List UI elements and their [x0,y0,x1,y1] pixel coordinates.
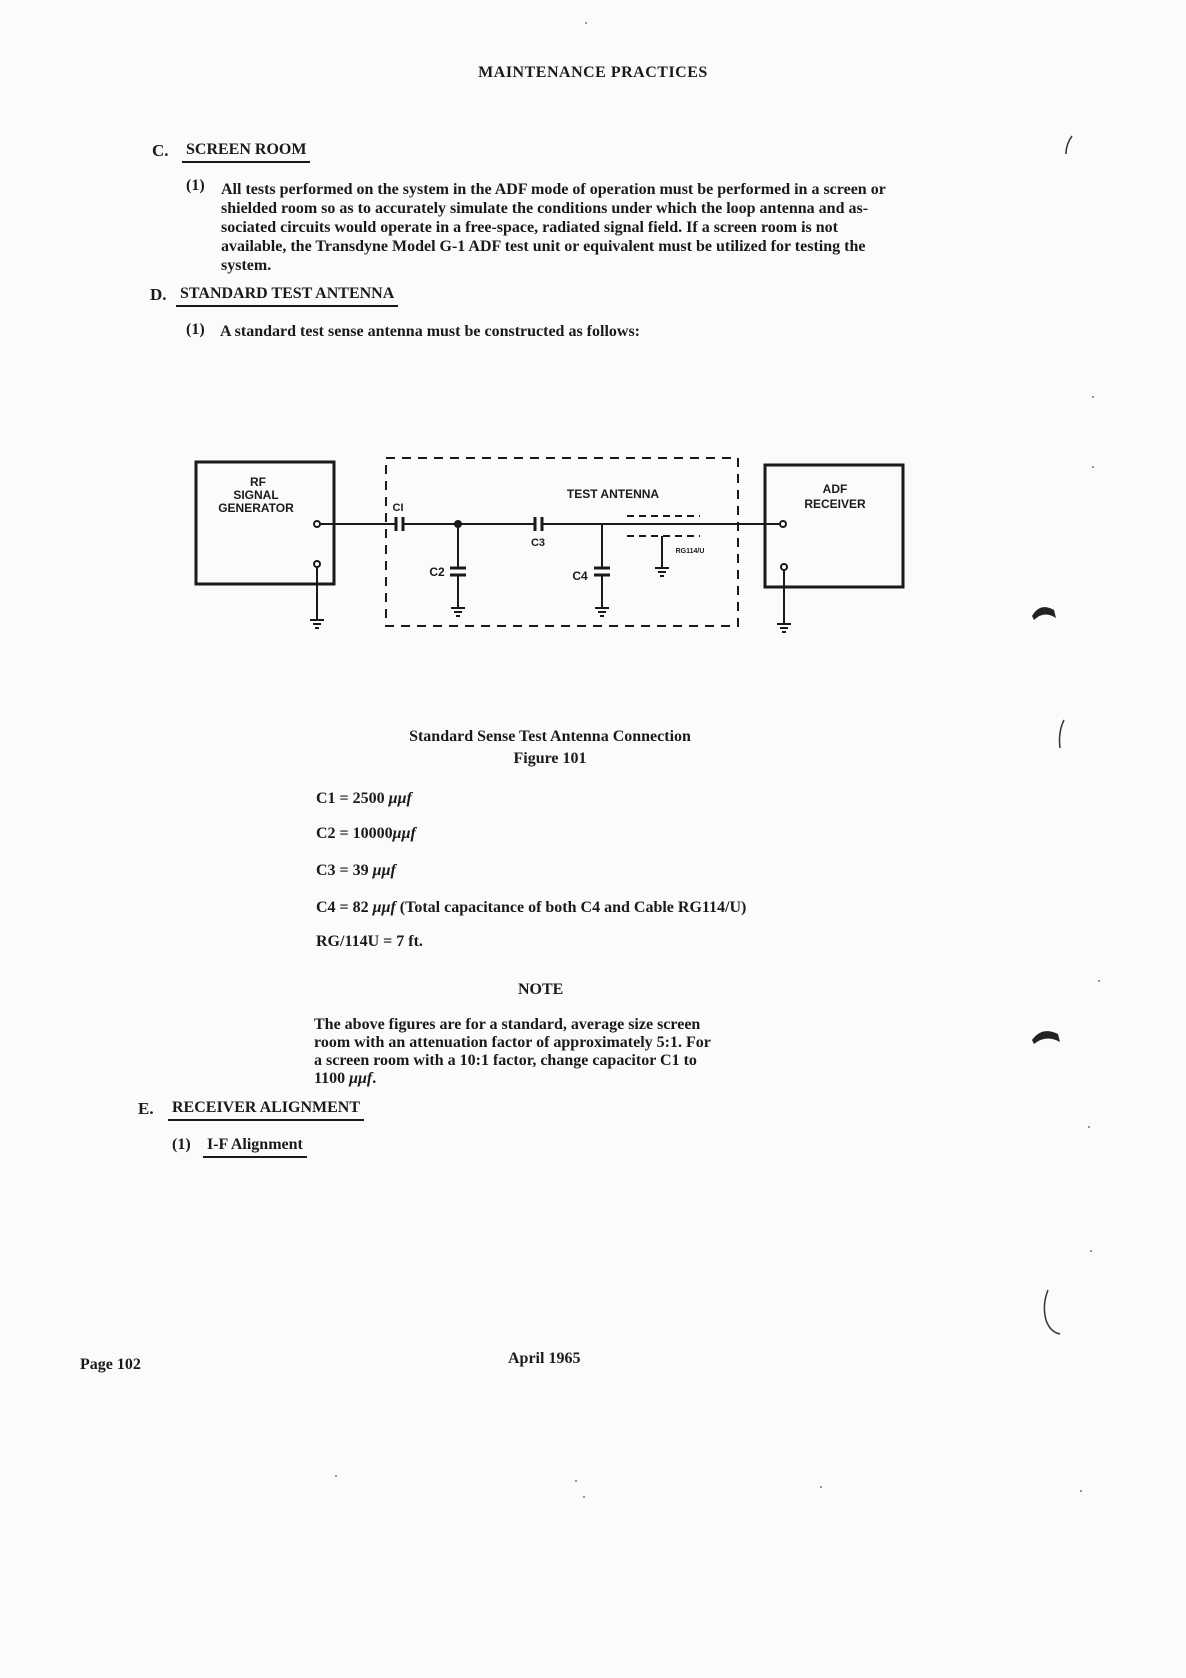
c4-label: C4 [572,569,588,583]
section-c-letter: C. [152,141,169,160]
section-c-item-number: (1) [186,177,205,194]
note-last-end: . [372,1070,377,1087]
figure-number: Figure 101 [513,750,587,767]
c4-value-unit: μμf [372,899,396,916]
note-line: a screen room with a 10:1 factor, change capacitor C1 to [314,1052,697,1069]
c2-value-label: C2 = 10000 [316,825,393,842]
note-line: The above figures are for a standard, average size screen [314,1016,701,1033]
page-header: MAINTENANCE PRACTICES [478,64,708,81]
figure-caption [340,726,760,770]
if-alignment-title: I-F Alignment [203,1136,307,1158]
c3-value [316,862,396,880]
adf-receiver-label-line: ADF [822,482,848,496]
page-number: Page 102 [80,1356,141,1373]
note-last-value: 1100 [314,1070,350,1087]
screen-room-paragraph [221,180,1021,275]
test-antenna-enclosure [386,458,738,626]
c2-value [316,825,416,843]
section-c-title: SCREEN ROOM [182,141,310,163]
section-e-item-number: (1) [172,1136,191,1153]
c1-value [316,790,412,808]
section-d-title: STANDARD TEST ANTENNA [176,285,398,307]
c4-value-note: (Total capacitance of both C4 and Cable RG114/U) [395,899,747,916]
rf-generator-label-line: SIGNAL [233,488,279,502]
paragraph-line: available, the Transdyne Model G-1 ADF test unit or equivalent must be utilized for testing the [221,238,866,255]
note-line: room with an attenuation factor of approximately 5:1. For [314,1034,711,1051]
antenna-connection-diagram [180,440,940,650]
section-d-item-number: (1) [186,321,205,338]
section-e-letter: E. [138,1099,154,1118]
c4-value-label: C4 = 82 [316,899,373,916]
page-date: April 1965 [508,1350,581,1367]
c1-value-label: C1 = 2500 [316,790,389,807]
cable-label: RG114/U [675,548,705,555]
c2-label: C2 [429,565,445,579]
c3-value-label: C3 = 39 [316,862,373,879]
paragraph-line: shielded room so as to accurately simulate the conditions under which the loop antenna and as- [221,200,869,217]
cable-length-value: RG/114U = 7 ft. [316,933,423,950]
c3-value-unit: μμf [372,862,396,879]
rf-generator-label-line: RF [250,475,266,489]
test-antenna-label: TEST ANTENNA [566,487,660,501]
note-title: NOTE [518,981,564,998]
section-d-letter: D. [150,285,167,304]
note-last-unit: μμf [349,1070,373,1087]
note-line [314,1070,814,1088]
c3-label: C3 [530,537,546,549]
margin-scan-marks [1020,100,1140,1360]
antenna-instruction: A standard test sense antenna must be constructed as follows: [220,323,641,340]
paragraph-line: system. [221,257,272,274]
figure-title: Standard Sense Test Antenna Connection [409,728,691,745]
rf-generator-label-line: GENERATOR [218,501,294,515]
note-paragraph [314,1016,814,1088]
c4-value [316,899,746,917]
adf-receiver-label-line: RECEIVER [804,497,866,511]
c1-value-unit: μμf [388,790,412,807]
c1-label: CI [392,502,404,514]
paragraph-line: All tests performed on the system in the ADF mode of operation must be performed in a screen or [221,181,886,198]
section-e-title: RECEIVER ALIGNMENT [168,1099,364,1121]
paragraph-line: sociated circuits would operate in a free-space, radiated signal field. If a screen room is not [221,219,838,236]
c2-value-unit: μμf [392,825,416,842]
